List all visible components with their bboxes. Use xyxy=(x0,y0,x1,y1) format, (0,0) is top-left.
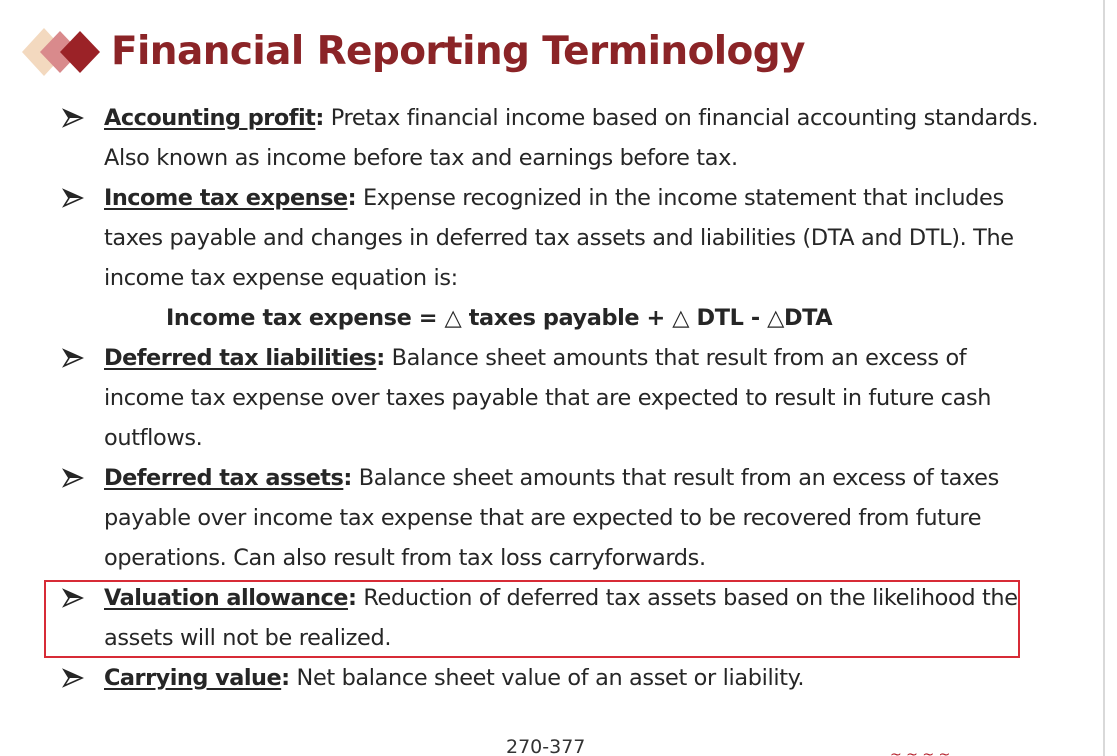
term: Deferred tax assets xyxy=(104,465,344,491)
term: Deferred tax liabilities xyxy=(104,345,377,371)
list-item-income-tax-expense xyxy=(0,178,1044,298)
term: Accounting profit xyxy=(104,105,316,131)
terminology-list xyxy=(0,98,1100,298)
definition: Expense recognized in the income statement that includes taxes payable and changes in deferred tax assets and liabilities (DTA and DTL). The income tax expense equation is: xyxy=(104,185,1014,291)
list-item-deferred-tax-liabilities xyxy=(0,338,1044,458)
slide-title: Financial Reporting Terminology xyxy=(111,29,805,74)
definition: Balance sheet amounts that result from an excess of taxes payable over income tax expense that are expected to be recovered from future operations. Can also result from tax loss carryforwards. xyxy=(104,465,999,571)
arrowhead-bullet-icon xyxy=(62,187,84,209)
term: Valuation allowance xyxy=(104,585,348,611)
list-item-accounting-profit xyxy=(0,98,1044,178)
term-colon: : xyxy=(281,665,290,691)
term-colon: : xyxy=(347,585,357,611)
definition: Net balance sheet value of an asset or liability. xyxy=(289,665,805,691)
term: Income tax expense xyxy=(104,185,348,211)
list-item-carrying-value xyxy=(0,658,1044,698)
term-colon: : xyxy=(376,345,385,371)
corner-watermark: ~ ~ ~ ~ xyxy=(890,747,951,756)
slide-edge xyxy=(1103,0,1105,756)
arrowhead-bullet-icon xyxy=(62,107,84,129)
term-colon: : xyxy=(347,185,357,211)
definition: Balance sheet amounts that result from an excess of income tax expense over taxes payable that are expected to result in future cash outflows. xyxy=(104,345,992,451)
term-colon: : xyxy=(343,465,352,491)
definition: Pretax financial income based on financial accounting standards. Also known as income before tax and earnings before tax. xyxy=(104,105,1039,171)
diamond-logo-icon xyxy=(20,22,104,82)
arrowhead-bullet-icon xyxy=(62,667,84,689)
list-item-deferred-tax-assets xyxy=(0,458,1044,578)
page-number: 270-377 xyxy=(506,736,586,756)
arrowhead-bullet-icon xyxy=(62,347,84,369)
term: Carrying value xyxy=(104,665,282,691)
tax-equation: Income tax expense = △ taxes payable + △ DTL - △DTA xyxy=(166,305,833,331)
definition: Reduction of deferred tax assets based on the likelihood the assets will not be realized. xyxy=(104,585,1018,651)
arrowhead-bullet-icon xyxy=(62,467,84,489)
highlight-box-valuation-allowance xyxy=(44,580,1020,658)
term-colon: : xyxy=(315,105,324,131)
